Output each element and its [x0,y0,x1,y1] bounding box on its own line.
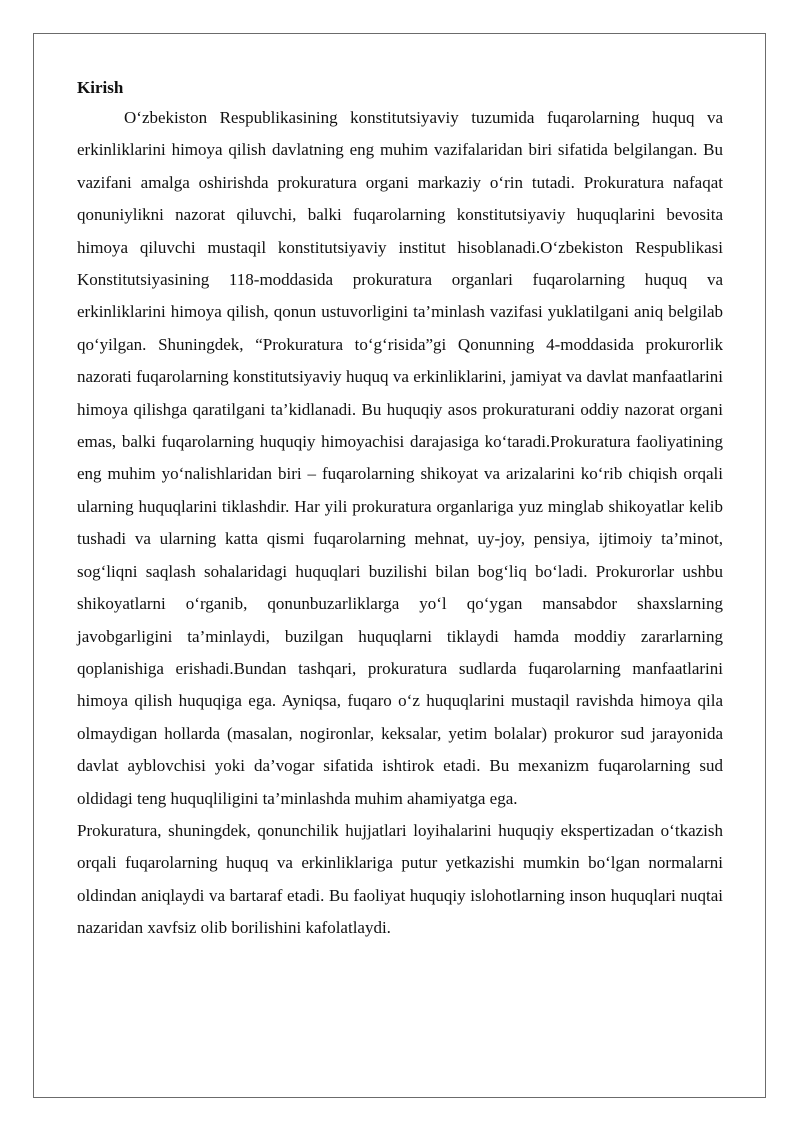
paragraph-introduction: O‘zbekiston Respublikasining konstitutsiyaviy tuzumida fuqarolarning huquq va erkinliklarini himoya qilish davlatning eng muhim vazifalaridan biri sifatida belgilangan. Bu vazifani amalga oshirishda prokuratura organi markaziy o‘rin tutadi. Prokuratura nafaqat qonuniylikni nazorat qiluvchi, balki fuqarolarning konstitutsiyaviy huquqlarini bevosita himoya qiluvchi mustaqil konstitutsiyaviy institut hisoblanadi.O‘zbekiston Respublikasi Konstitutsiyasining 118-moddasida prokuratura organlari fuqarolarning huquq va erkinliklarini himoya qilish, qonun ustuvorligini ta’minlash vazifasi yuklatilgani aniq belgilab qo‘yilgan. Shuningdek, “Prokuratura to‘g‘risida”gi Qonunning 4-moddasida prokurorlik nazorati fuqarolarning konstitutsiyaviy huquq va erkinliklarini, jamiyat va davlat manfaatlarini himoya qilishga qaratilgani ta’kidlanadi. Bu huquqiy asos prokuraturani oddiy nazorat organi emas, balki fuqarolarning huquqiy himoyachisi darajasiga ko‘taradi.Prokuratura faoliyatining eng muhim yo‘nalishlaridan biri – fuqarolarning shikoyat va arizalarini ko‘rib chiqish orqali ularning huquqlarini tiklashdir. Har yili prokuratura organlariga yuz minglab shikoyatlar kelib tushadi va ularning katta qismi fuqarolarning mehnat, uy-joy, pensiya, ijtimoiy ta’minot, sog‘liqni saqlash sohalaridagi huquqlari buzilishi bilan bog‘liq bo‘ladi. Prokurorlar ushbu shikoyatlarni o‘rganib, qonunbuzarliklarga yo‘l qo‘ygan mansabdor shaxslarning javobgarligini ta’minlaydi, buzilgan huquqlarni tiklaydi hamda moddiy zararlarning qoplanishiga erishadi.Bundan tashqari, prokuratura sudlarda fuqarolarning manfaatlarini himoya qilish huquqiga ega. Ayniqsa, fuqaro o‘z huquqlarini mustaqil ravishda himoya qila olmaydigan hollarda (masalan, nogironlar, keksalar, yetim bolalar) prokuror sud jarayonida davlat ayblovchisi yoki da’vogar sifatida ishtirok etadi. Bu mexanizm fuqarolarning sud oldidagi teng huquqliligini ta’minlashda muhim ahamiyatga ega. [77,108,723,808]
section-heading: Kirish [77,78,124,97]
document-body [77,74,723,945]
paragraph-legal-expertise: Prokuratura, shuningdek, qonunchilik hujjatlari loyihalarini huquqiy ekspertizadan o‘tkazish orqali fuqarolarning huquq va erkinliklariga putur yetkazishi mumkin bo‘lgan normalarni oldindan aniqlaydi va bartaraf etadi. Bu faoliyat huquqiy islohotlarning inson huquqlari nuqtai nazaridan xavfsiz olib borilishini kafolatlaydi. [77,820,723,938]
